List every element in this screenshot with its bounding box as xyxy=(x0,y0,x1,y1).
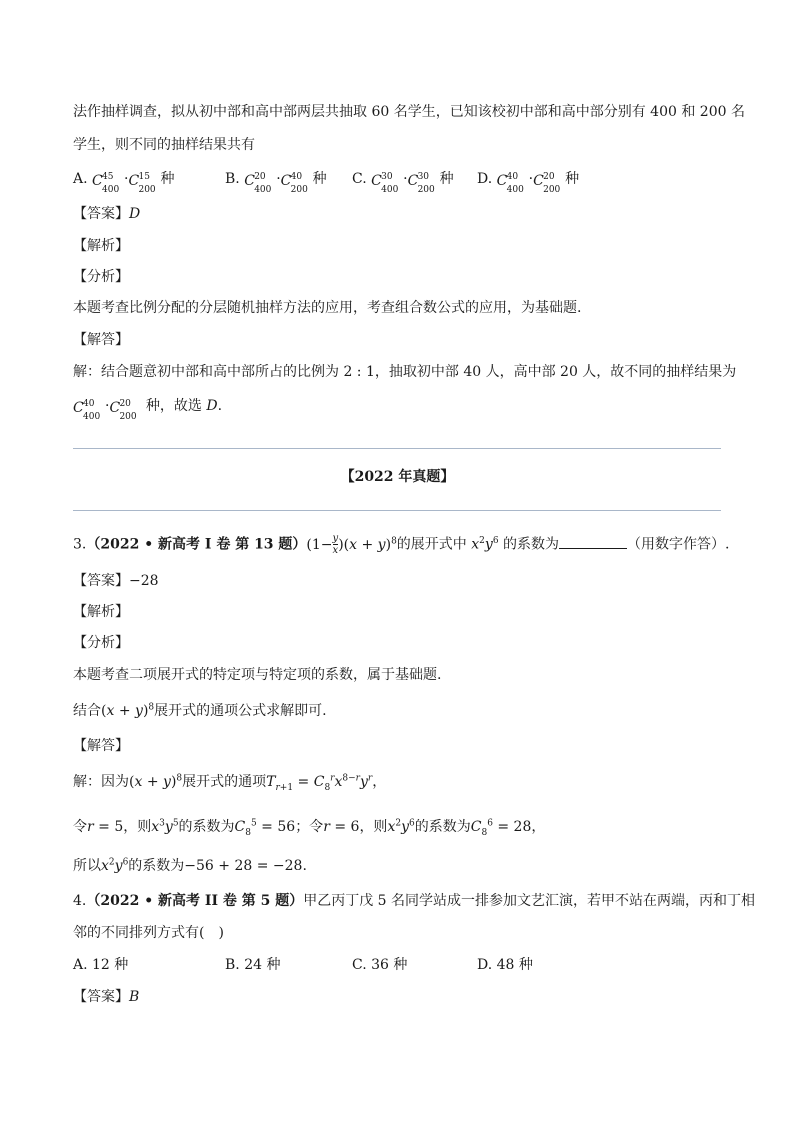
option-unit: 种 xyxy=(439,171,454,187)
stem-text: （用数字作答）. xyxy=(627,536,730,553)
solution-text: 展开式的通项 xyxy=(182,774,267,790)
solution-choice: D xyxy=(206,398,218,414)
q3-fenxi-text: 本题考查二项展开式的特定项与特定项的系数，属于基础题. xyxy=(73,667,442,683)
q3-fenxi-label: 【分析】 xyxy=(73,635,129,651)
q4-option-b: B. 24 种 xyxy=(225,957,281,973)
option-letter: A. xyxy=(73,171,88,187)
stem-text: 的展开式中 xyxy=(396,536,467,553)
q2-option-b: B. C 20 400 · C 40 200 种 xyxy=(225,168,327,190)
combination-symbol: C 30 200 xyxy=(407,172,435,195)
q3-answer xyxy=(73,570,722,592)
option-unit: 种 xyxy=(160,171,175,187)
q2-fenxi-text: 本题考查比例分配的分层随机抽样方法的应用，考查组合数公式的应用，为基础题. xyxy=(73,300,582,316)
combination-symbol: C 40 200 xyxy=(280,172,308,195)
hint-text: 结合 xyxy=(73,703,101,719)
combination-symbol: C 40 400 xyxy=(496,172,524,195)
q3-solution-line1: 解：因为$(x + y)^8$展开式的通项$T_{r+1} = C_8^rx^{8-r}y^r$， xyxy=(73,773,387,793)
solution-text: ，则 xyxy=(359,819,388,835)
q4-option-d: D. 48 种 xyxy=(477,957,533,973)
q2-analysis-label: 【解析】 xyxy=(73,238,129,254)
solution-text: ， xyxy=(531,819,546,835)
combination-symbol: C 20 200 xyxy=(109,399,137,422)
solution-text: ， xyxy=(372,774,387,790)
option-letter: B. xyxy=(225,171,240,187)
solution-text: ，则 xyxy=(123,819,152,835)
q3-expression: (1− $\frac{y}{x}$ )$(x + y)^8$ xyxy=(306,533,397,556)
stem-text: 甲乙丙丁戊 5 名同学站成一排参加文艺汇演，若甲不站在两端，丙和丁相 xyxy=(303,893,756,909)
section-title: 【2022 年真题】 xyxy=(340,469,455,485)
q2-solution-line2: C 40 400 · C 20 200 种，故选 D. xyxy=(73,395,722,417)
q4-option-a: A. 12 种 xyxy=(73,957,129,973)
option-unit: 种 xyxy=(565,171,580,187)
solution-text: 的系数为 xyxy=(414,819,471,835)
q2-answer xyxy=(73,203,722,225)
q2-option-a: A. C 45 400 · C 15 200 种 xyxy=(73,168,174,190)
answer-value: B xyxy=(129,989,140,1005)
solution-text: ；令 xyxy=(295,819,324,835)
option-unit: 种 xyxy=(312,171,327,187)
question-source: （2022 • 新高考 II 卷 第 5 题） xyxy=(86,893,304,909)
q3-stem: 3.（2022 • 新高考 I 卷 第 13 题）(1− $\frac{y}{x}$ )$(x + y)^8$的展开式中 $x^2y^6$ 的系数为 （用数字作答）. xyxy=(73,533,730,556)
solution-text: 解：因为 xyxy=(73,774,129,790)
q4-stem-line2: 邻的不同排列方式有( ) xyxy=(73,925,224,941)
answer-label: 【答案】 xyxy=(73,206,129,222)
answer-value: D xyxy=(129,206,141,222)
q4-stem-line1 xyxy=(73,890,756,912)
section-divider-top xyxy=(73,448,721,449)
question-source: （2022 • 新高考 I 卷 第 13 题） xyxy=(86,536,307,553)
solution-text: 的系数为 xyxy=(178,819,235,835)
answer-value: −28 xyxy=(129,573,159,589)
q2-option-c: C. C 30 400 · C 30 200 种 xyxy=(352,168,454,190)
q4-answer xyxy=(73,986,722,1008)
q2-option-d: D. C 40 400 · C 20 200 种 xyxy=(477,168,579,190)
combination-symbol: C 20 400 xyxy=(244,172,272,195)
combination-symbol: C 30 400 xyxy=(371,172,399,195)
q3-hint: 结合$(x + y)^8$展开式的通项公式求解即可. xyxy=(73,702,327,719)
combination-symbol: C 45 400 xyxy=(92,172,120,195)
answer-blank[interactable] xyxy=(559,534,627,549)
combination-symbol: C 40 400 xyxy=(73,399,101,422)
combination-symbol: C 20 200 xyxy=(533,172,561,195)
section-divider-bottom xyxy=(73,510,721,511)
q2-solution-line1: 解：结合题意初中部和高中部所占的比例为 2 : 1，抽取初中部 40 人，高中部 20 人，故不同的抽样结果为 xyxy=(73,364,737,380)
option-letter: D. xyxy=(477,171,493,187)
question-number: 3. xyxy=(73,536,87,553)
answer-label: 【答案】 xyxy=(73,989,129,1005)
answer-label: 【答案】 xyxy=(73,573,129,589)
q3-solution-line3: 所以$x^2y^6$的系数为−56 + 28 = −28. xyxy=(73,857,307,874)
q2-stem-line2: 学生，则不同的抽样结果共有 xyxy=(73,137,255,153)
q2-jieda-label: 【解答】 xyxy=(73,332,129,348)
solution-text: −56 + 28 = −28. xyxy=(184,858,307,874)
solution-end: . xyxy=(217,398,223,414)
solution-text: 种，故选 xyxy=(145,398,202,414)
q4-option-c: C. 36 种 xyxy=(352,957,408,973)
stem-text: 的系数为 xyxy=(503,536,559,553)
q2-fenxi-label: 【分析】 xyxy=(73,269,129,285)
q2-stem-line1: 法作抽样调查，拟从初中部和高中部两层共抽取 60 名学生，已知该校初中部和高中部分别有 400 和 200 名 xyxy=(73,104,745,120)
q3-solution-line2: 令r = 5，则$x^3y^5$的系数为$C_8^5 = 56$；令r = 6，则$x^2y^6$的系数为$C_8^6 = 28$， xyxy=(73,818,546,838)
solution-text: 所以 xyxy=(73,858,101,874)
question-number: 4. xyxy=(73,893,87,909)
solution-text: 的系数为 xyxy=(128,858,185,874)
q3-analysis-label: 【解析】 xyxy=(73,604,129,620)
option-letter: C. xyxy=(352,171,367,187)
combination-symbol: C 15 200 xyxy=(128,172,156,195)
solution-text: 令 xyxy=(73,819,87,835)
hint-text: 展开式的通项公式求解即可. xyxy=(154,703,327,719)
q3-jieda-label: 【解答】 xyxy=(73,738,129,754)
